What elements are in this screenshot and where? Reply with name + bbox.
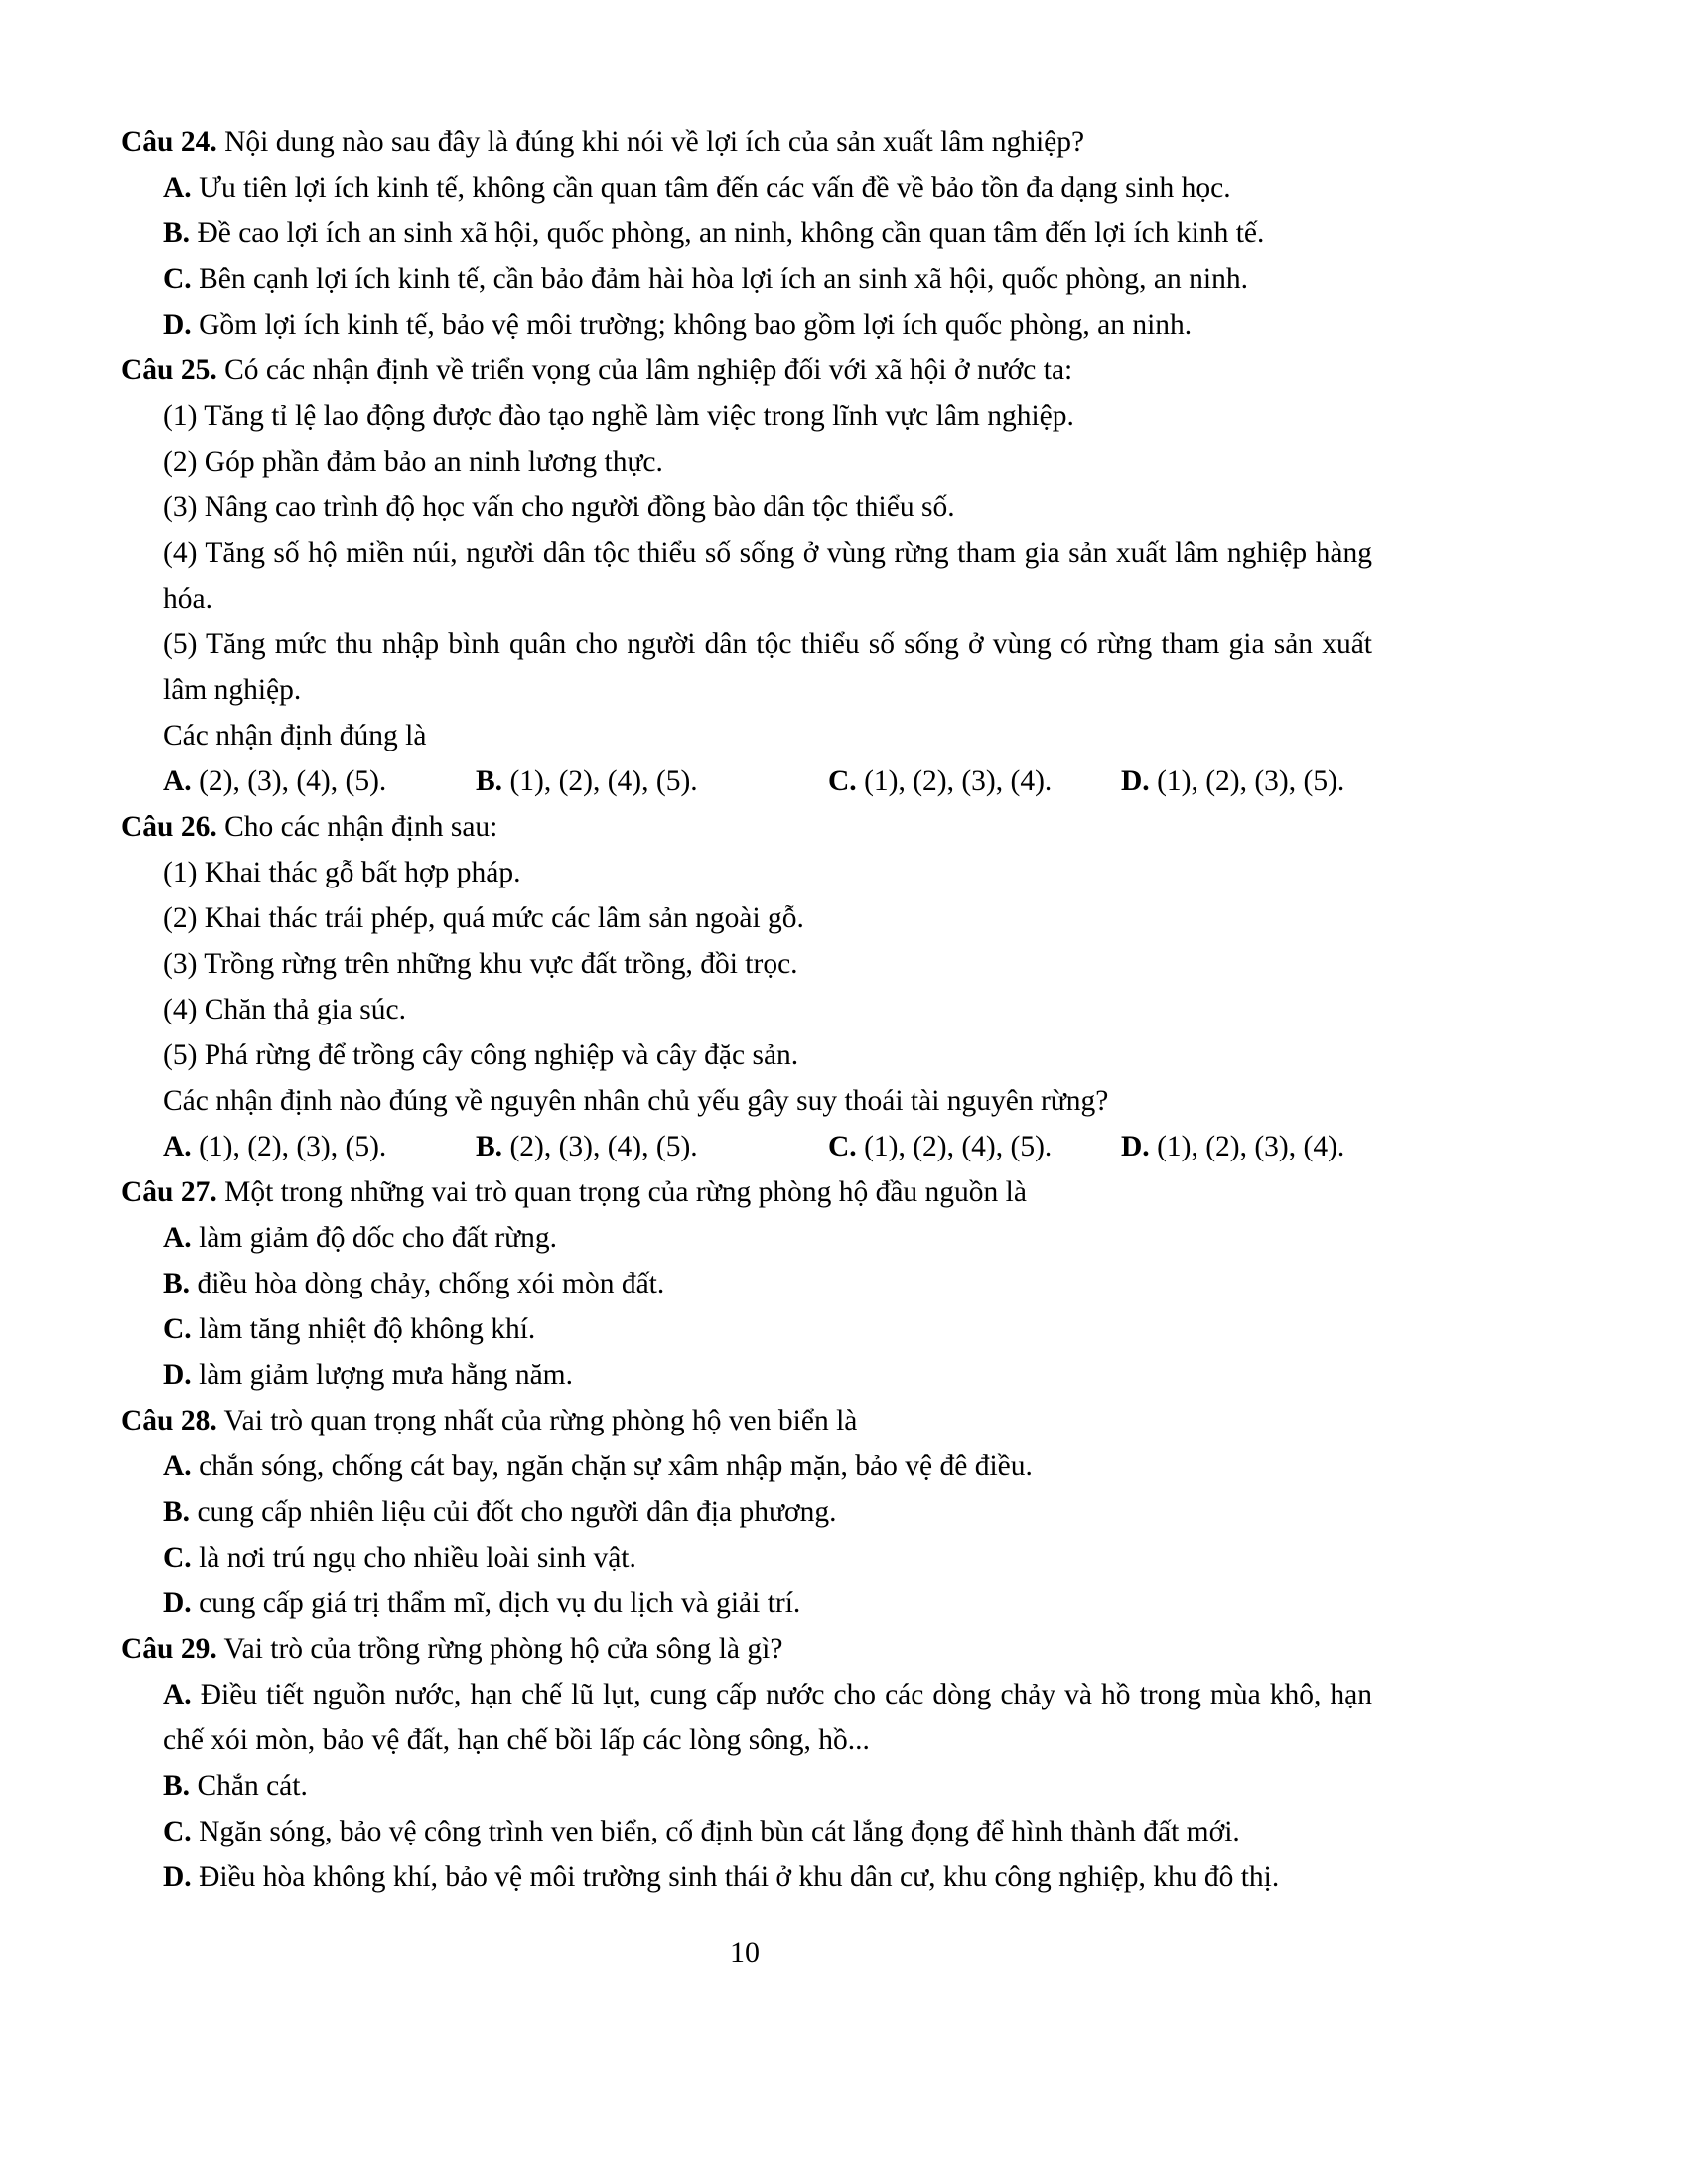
option-b — [121, 1489, 1372, 1535]
option-letter: C. — [163, 1313, 192, 1345]
question-number: Câu 28. — [121, 1405, 217, 1436]
option-letter: C. — [163, 263, 192, 295]
question-stem — [121, 1398, 1372, 1443]
question-24 — [121, 119, 1372, 347]
option-text: (2), (3), (4), (5). — [502, 1131, 698, 1162]
option-letter: A. — [163, 1450, 192, 1482]
option-text: (2), (3), (4), (5). — [191, 765, 387, 797]
option-d — [121, 1352, 1372, 1398]
options-row — [121, 758, 1372, 804]
option-letter: A. — [163, 172, 192, 204]
question-28 — [121, 1398, 1372, 1626]
option-letter: B. — [163, 1770, 191, 1802]
option-letter: D. — [1121, 1131, 1150, 1162]
option-letter: B. — [163, 1496, 191, 1528]
option-letter: C. — [828, 765, 857, 797]
option-text: Đề cao lợi ích an sinh xã hội, quốc phòng, an ninh, không cần quan tâm đến lợi ích kinh tế. — [190, 217, 1265, 249]
option-a — [163, 1124, 476, 1169]
option-b — [121, 1763, 1372, 1809]
option-text: làm giảm độ dốc cho đất rừng. — [191, 1222, 557, 1254]
question-text: Nội dung nào sau đây là đúng khi nói về lợi ích của sản xuất lâm nghiệp? — [216, 126, 1085, 158]
option-letter: A. — [163, 1222, 192, 1254]
option-b — [476, 1124, 828, 1169]
option-text: Chắn cát. — [190, 1770, 308, 1802]
option-d — [121, 1580, 1372, 1626]
question-29 — [121, 1626, 1372, 1900]
statement-4: (4) Tăng số hộ miền núi, người dân tộc thiểu số sống ở vùng rừng tham gia sản xuất lâm nghiệp hàng hóa. — [163, 537, 1372, 614]
question-number: Câu 25. — [121, 354, 217, 386]
option-text: làm giảm lượng mưa hằng năm. — [191, 1359, 573, 1391]
statement-2: (2) Khai thác trái phép, quá mức các lâm sản ngoài gỗ. — [163, 902, 804, 934]
question-stem — [121, 347, 1372, 393]
option-letter: B. — [163, 217, 191, 249]
option-text: Ngăn sóng, bảo vệ công trình ven biển, cố định bùn cát lắng đọng để hình thành đất mới. — [191, 1816, 1240, 1847]
option-b — [476, 758, 828, 804]
question-25 — [121, 347, 1372, 804]
option-b — [121, 1261, 1372, 1306]
option-letter: A. — [163, 1131, 192, 1162]
option-a — [121, 1443, 1372, 1489]
question-number: Câu 26. — [121, 811, 217, 843]
options-row — [121, 1124, 1372, 1169]
option-letter: B. — [476, 1131, 503, 1162]
option-a — [121, 1215, 1372, 1261]
option-letter: A. — [163, 765, 192, 797]
statement-1: (1) Khai thác gỗ bất hợp pháp. — [163, 857, 521, 888]
question-text: Có các nhận định về triển vọng của lâm nghiệp đối với xã hội ở nước ta: — [216, 354, 1073, 386]
question-text: Vai trò của trồng rừng phòng hộ cửa sông là gì? — [216, 1633, 783, 1665]
option-c — [828, 1124, 1121, 1169]
statement-1: (1) Tăng tỉ lệ lao động được đào tạo nghề làm việc trong lĩnh vực lâm nghiệp. — [163, 400, 1074, 432]
option-text: cung cấp giá trị thẩm mĩ, dịch vụ du lịch và giải trí. — [191, 1587, 801, 1619]
question-stem — [121, 1169, 1372, 1215]
question-text: Một trong những vai trò quan trọng của rừng phòng hộ đầu nguồn là — [216, 1176, 1027, 1208]
option-d — [121, 1854, 1372, 1900]
option-c — [121, 256, 1372, 302]
option-letter: C. — [163, 1816, 192, 1847]
question-text: Vai trò quan trọng nhất của rừng phòng hộ ven biển là — [216, 1405, 858, 1436]
question-27 — [121, 1169, 1372, 1398]
option-c — [121, 1535, 1372, 1580]
option-text: Điều tiết nguồn nước, hạn chế lũ lụt, cung cấp nước cho các dòng chảy và hồ trong mùa khô, hạn chế xói mòn, bảo vệ đất, hạn chế bồi lấp các lòng sông, hồ... — [163, 1679, 1372, 1756]
option-letter: B. — [476, 765, 503, 797]
question-prompt: Các nhận định nào đúng về nguyên nhân chủ yếu gây suy thoái tài nguyên rừng? — [163, 1085, 1109, 1117]
option-a — [121, 1672, 1372, 1763]
question-stem — [121, 119, 1372, 165]
option-letter: D. — [163, 1587, 192, 1619]
statement-4: (4) Chăn thả gia súc. — [163, 994, 406, 1025]
option-d — [1121, 1124, 1372, 1169]
option-text: (1), (2), (3), (4). — [1149, 1131, 1345, 1162]
option-text: là nơi trú ngụ cho nhiều loài sinh vật. — [191, 1542, 636, 1573]
option-text: Ưu tiên lợi ích kinh tế, không cần quan tâm đến các vấn đề về bảo tồn đa dạng sinh học. — [191, 172, 1231, 204]
option-letter: D. — [1121, 765, 1150, 797]
option-text: Điều hòa không khí, bảo vệ môi trường sinh thái ở khu dân cư, khu công nghiệp, khu đô thị. — [191, 1861, 1280, 1893]
option-b — [121, 210, 1372, 256]
option-text: Gồm lợi ích kinh tế, bảo vệ môi trường; không bao gồm lợi ích quốc phòng, an ninh. — [191, 309, 1193, 341]
option-letter: C. — [828, 1131, 857, 1162]
option-text: (1), (2), (3), (5). — [191, 1131, 387, 1162]
option-letter: D. — [163, 1861, 192, 1893]
option-text: Bên cạnh lợi ích kinh tế, cần bảo đảm hài hòa lợi ích an sinh xã hội, quốc phòng, an ninh. — [191, 263, 1248, 295]
statement-5: (5) Phá rừng để trồng cây công nghiệp và cây đặc sản. — [163, 1039, 799, 1071]
document-page — [121, 119, 1372, 1900]
option-text: (1), (2), (4), (5). — [856, 1131, 1053, 1162]
question-stem — [121, 804, 1372, 850]
option-text: (1), (2), (3), (4). — [856, 765, 1053, 797]
option-letter: D. — [163, 1359, 192, 1391]
statement-3: (3) Nâng cao trình độ học vấn cho người đồng bào dân tộc thiểu số. — [163, 491, 955, 523]
option-letter: C. — [163, 1542, 192, 1573]
statement-5: (5) Tăng mức thu nhập bình quân cho người dân tộc thiểu số sống ở vùng có rừng tham gia sản xuất lâm nghiệp. — [163, 628, 1372, 706]
question-prompt: Các nhận định đúng là — [163, 720, 427, 751]
option-a — [163, 758, 476, 804]
option-letter: B. — [163, 1268, 191, 1299]
option-letter: A. — [163, 1679, 192, 1710]
question-number: Câu 24. — [121, 126, 217, 158]
option-c — [121, 1809, 1372, 1854]
question-number: Câu 27. — [121, 1176, 217, 1208]
option-c — [828, 758, 1121, 804]
option-text: điều hòa dòng chảy, chống xói mòn đất. — [190, 1268, 665, 1299]
page-number: 10 — [730, 1936, 760, 1969]
question-number: Câu 29. — [121, 1633, 217, 1665]
option-letter: D. — [163, 309, 192, 341]
option-a — [121, 165, 1372, 210]
option-c — [121, 1306, 1372, 1352]
question-26 — [121, 804, 1372, 1169]
option-text: (1), (2), (4), (5). — [502, 765, 698, 797]
option-d — [121, 302, 1372, 347]
option-text: làm tăng nhiệt độ không khí. — [191, 1313, 536, 1345]
statement-2: (2) Góp phần đảm bảo an ninh lương thực. — [163, 446, 663, 478]
question-stem — [121, 1626, 1372, 1672]
option-d — [1121, 758, 1372, 804]
question-text: Cho các nhận định sau: — [216, 811, 498, 843]
option-text: cung cấp nhiên liệu củi đốt cho người dân địa phương. — [190, 1496, 837, 1528]
option-text: (1), (2), (3), (5). — [1149, 765, 1345, 797]
statement-3: (3) Trồng rừng trên những khu vực đất trồng, đồi trọc. — [163, 948, 798, 980]
option-text: chắn sóng, chống cát bay, ngăn chặn sự xâm nhập mặn, bảo vệ đê điều. — [191, 1450, 1033, 1482]
